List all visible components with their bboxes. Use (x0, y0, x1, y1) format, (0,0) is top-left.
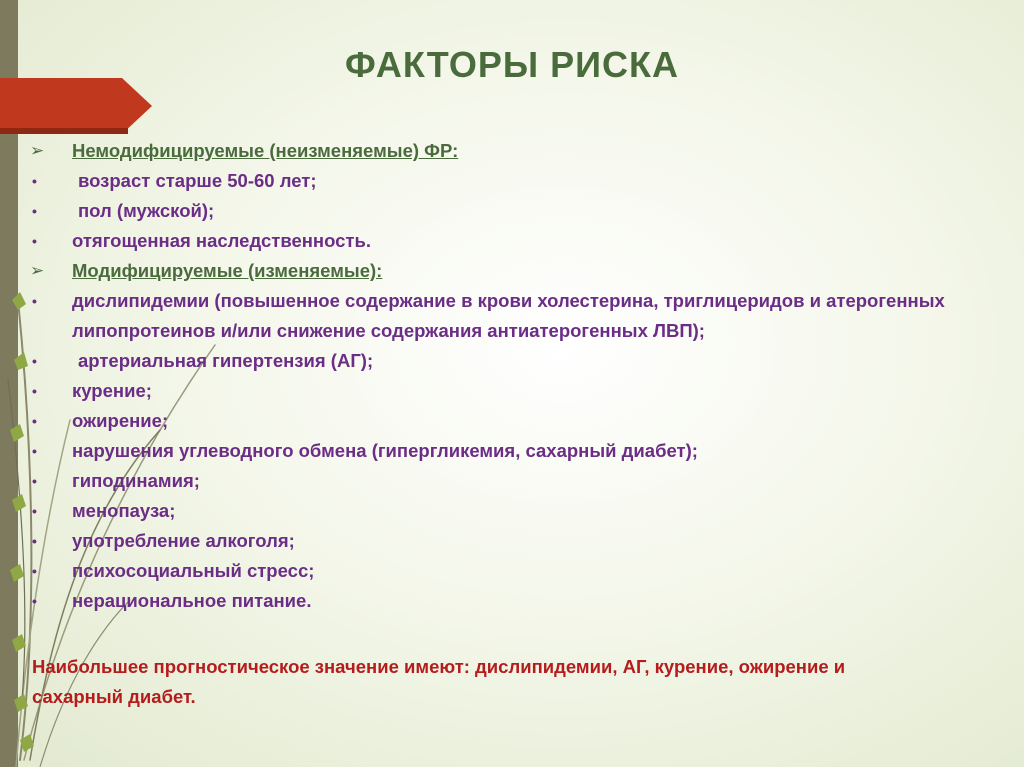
bullet-icon: • (32, 413, 37, 429)
list-item (28, 286, 988, 346)
bullet-icon: • (32, 593, 37, 609)
list-item-text: пол (мужской); (78, 200, 215, 221)
list-item-text: курение; (72, 380, 152, 401)
list-item-text: дислипидемии (повышенное содержание в крови холестерина, триглицеридов и атерогенных липопротеинов и/или снижение содержания антиатерогенных ЛВП); (72, 290, 945, 341)
title-arrow-flag-shadow (0, 128, 128, 134)
list-item-text: гиподинамия; (72, 470, 200, 491)
list-item-text: нерациональное питание. (72, 590, 312, 611)
bullet-icon: • (32, 473, 37, 489)
bullet-icon: • (32, 563, 37, 579)
list-item-text: менопауза; (72, 500, 176, 521)
section-heading (28, 256, 988, 286)
bullet-icon: • (32, 383, 37, 399)
chevron-bullet-icon: ➢ (30, 261, 45, 280)
section-heading-text: Немодифицируемые (неизменяемые) ФР: (72, 140, 459, 161)
bullet-icon: • (32, 443, 37, 459)
list-item-text: возраст старше 50-60 лет; (78, 170, 317, 191)
list-item-text: употребление алкоголя; (72, 530, 295, 551)
bullet-icon: • (32, 533, 37, 549)
list-item (28, 526, 988, 556)
list-item-text: артериальная гипертензия (АГ); (78, 350, 374, 371)
list-item-text: нарушения углеводного обмена (гипергликемия, сахарный диабет); (72, 440, 698, 461)
bullet-icon: • (32, 353, 37, 369)
section-heading-text: Модифицируемые (изменяемые): (72, 260, 383, 281)
list-item (28, 376, 988, 406)
bullet-icon: • (32, 203, 37, 219)
bullet-icon: • (32, 173, 37, 189)
section-heading (28, 136, 988, 166)
list-item (28, 496, 988, 526)
bullet-icon: • (32, 293, 37, 309)
title-arrow-flag (0, 78, 152, 134)
page-title: ФАКТОРЫ РИСКА (345, 44, 679, 85)
bullet-icon: • (32, 503, 37, 519)
list-item (28, 406, 988, 436)
list-item (28, 346, 988, 376)
list-item (28, 166, 988, 196)
list-item (28, 556, 988, 586)
list-item (28, 436, 988, 466)
chevron-bullet-icon: ➢ (30, 141, 45, 160)
list-item (28, 226, 988, 256)
list-item-text: психосоциальный стресс; (72, 560, 315, 581)
list-item (28, 466, 988, 496)
list-item (28, 586, 988, 616)
conclusion-text: Наибольшее прогностическое значение имеют: дислипидемии, АГ, курение, ожирение и сахарный диабет. (32, 656, 846, 707)
bullet-icon: • (32, 233, 37, 249)
risk-factor-list (28, 136, 988, 616)
list-item (28, 196, 988, 226)
list-item-text: ожирение; (72, 410, 169, 431)
list-item-text: отягощенная наследственность. (72, 230, 372, 251)
